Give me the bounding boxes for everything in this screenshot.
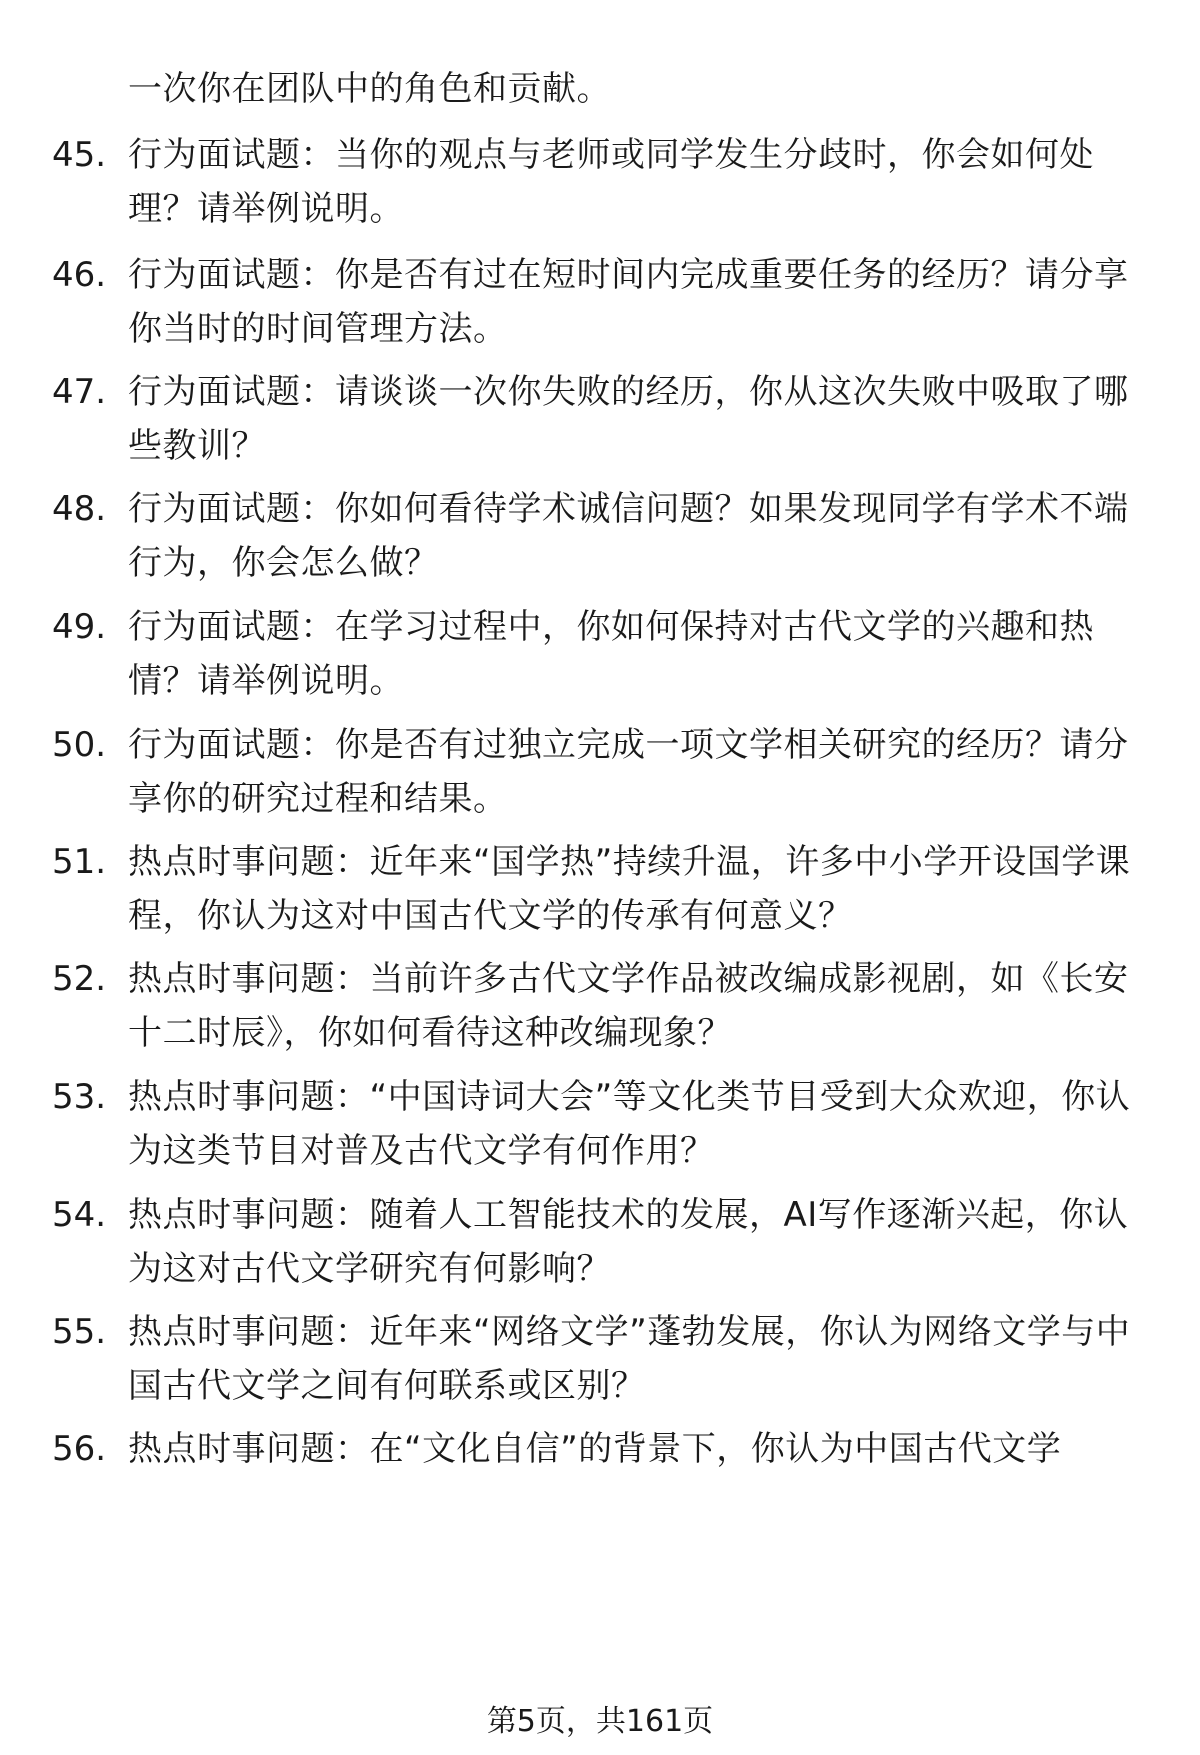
item-number: 50. bbox=[52, 725, 107, 765]
item-text: 行为面试题：在学习过程中，你如何保持对古代文学的兴趣和热情？请举例说明。 bbox=[128, 607, 1094, 701]
item-text: 行为面试题：当你的观点与老师或同学发生分歧时，你会如何处理？请举例说明。 bbox=[128, 135, 1094, 229]
item-text: 行为面试题：你是否有过独立完成一项文学相关研究的经历？请分享你的研究过程和结果。 bbox=[128, 725, 1129, 819]
item-text: 热点时事问题：随着人工智能技术的发展，AI写作逐渐兴起，你认为这对古代文学研究有何影响？ bbox=[128, 1195, 1129, 1289]
item-text: 热点时事问题：当前许多古代文学作品被改编成影视剧，如《长安十二时辰》，你如何看待这种改编现象？ bbox=[128, 959, 1129, 1053]
item-number: 46. bbox=[52, 255, 107, 295]
item-number: 53. bbox=[52, 1077, 107, 1117]
item-number: 45. bbox=[52, 135, 107, 175]
item-number: 56. bbox=[52, 1429, 107, 1469]
item-number: 49. bbox=[52, 607, 107, 647]
item-number: 48. bbox=[52, 489, 107, 529]
continuation-text: 一次你在团队中的角色和贡献。 bbox=[128, 69, 611, 109]
item-number: 55. bbox=[52, 1312, 107, 1352]
item-text: 热点时事问题：在“文化自信”的背景下，你认为中国古代文学 bbox=[128, 1429, 1062, 1469]
item-text: 热点时事问题：“中国诗词大会”等文化类节目受到大众欢迎，你认为这类节目对普及古代文学有何作用？ bbox=[128, 1077, 1131, 1171]
item-text: 行为面试题：请谈谈一次你失败的经历，你从这次失败中吸取了哪些教训？ bbox=[128, 372, 1129, 466]
page-footer: 第5页，共161页 bbox=[486, 1704, 714, 1739]
item-number: 52. bbox=[52, 959, 107, 999]
item-number: 51. bbox=[52, 842, 107, 882]
item-text: 行为面试题：你是否有过在短时间内完成重要任务的经历？请分享你当时的时间管理方法。 bbox=[128, 255, 1129, 349]
item-number: 47. bbox=[52, 372, 107, 412]
item-text: 行为面试题：你如何看待学术诚信问题？如果发现同学有学术不端行为，你会怎么做？ bbox=[128, 489, 1129, 583]
item-number: 54. bbox=[52, 1195, 107, 1235]
item-text: 热点时事问题：近年来“网络文学”蓬勃发展，你认为网络文学与中国古代文学之间有何联系或区别？ bbox=[128, 1312, 1131, 1406]
item-text: 热点时事问题：近年来“国学热”持续升温，许多中小学开设国学课程，你认为这对中国古代文学的传承有何意义？ bbox=[128, 842, 1131, 936]
